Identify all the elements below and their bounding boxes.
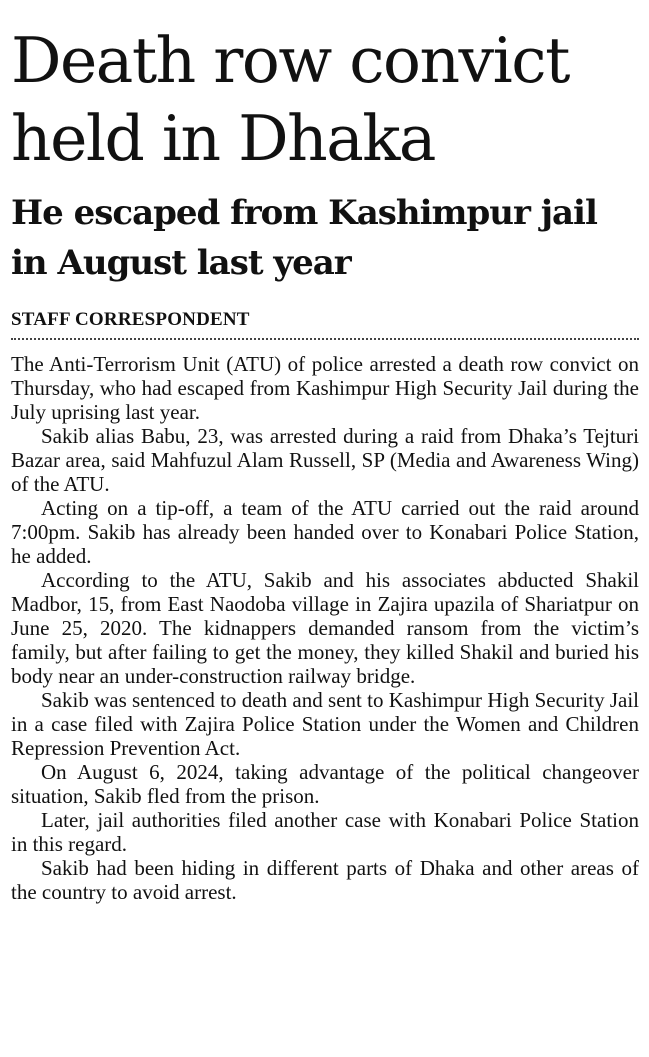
paragraph-6: On August 6, 2024, taking advantage of the political changeover situation, Sakib fled from the prison. <box>11 760 639 808</box>
paragraph-4: According to the ATU, Sakib and his associates abducted Shakil Madbor, 15, from East Naodoba village in Zajira upazila of Shariatpur on June 25, 2020. The kidnappers demanded ransom from the victim’s family, but after failing to get the money, they killed Shakil and buried his body near an under-construction railway bridge. <box>11 568 639 688</box>
paragraph-5: Sakib was sentenced to death and sent to Kashimpur High Security Jail in a case filed with Zajira Police Station under the Women and Children Repression Prevention Act. <box>11 688 639 760</box>
news-article <box>11 22 639 904</box>
paragraph-8: Sakib had been hiding in different parts of Dhaka and other areas of the country to avoid arrest. <box>11 856 639 904</box>
subheadline: He escaped from Kashimpur jail in August last year <box>11 193 597 283</box>
paragraph-1: The Anti-Terrorism Unit (ATU) of police arrested a death row convict on Thursday, who had escaped from Kashimpur High Security Jail during the July uprising last year. <box>11 352 639 424</box>
headline: Death row convict held in Dhaka <box>11 24 569 175</box>
paragraph-2: Sakib alias Babu, 23, was arrested during a raid from Dhaka’s Tejturi Bazar area, said Mahfuzul Alam Russell, SP (Media and Awareness Wing) of the ATU. <box>11 424 639 496</box>
byline: STAFF CORRESPONDENT <box>11 309 250 330</box>
paragraph-7: Later, jail authorities filed another case with Konabari Police Station in this regard. <box>11 808 639 856</box>
article-body <box>11 352 639 904</box>
paragraph-3: Acting on a tip-off, a team of the ATU carried out the raid around 7:00pm. Sakib has already been handed over to Konabari Police Station, he added. <box>11 496 639 568</box>
dotted-divider <box>11 338 639 340</box>
